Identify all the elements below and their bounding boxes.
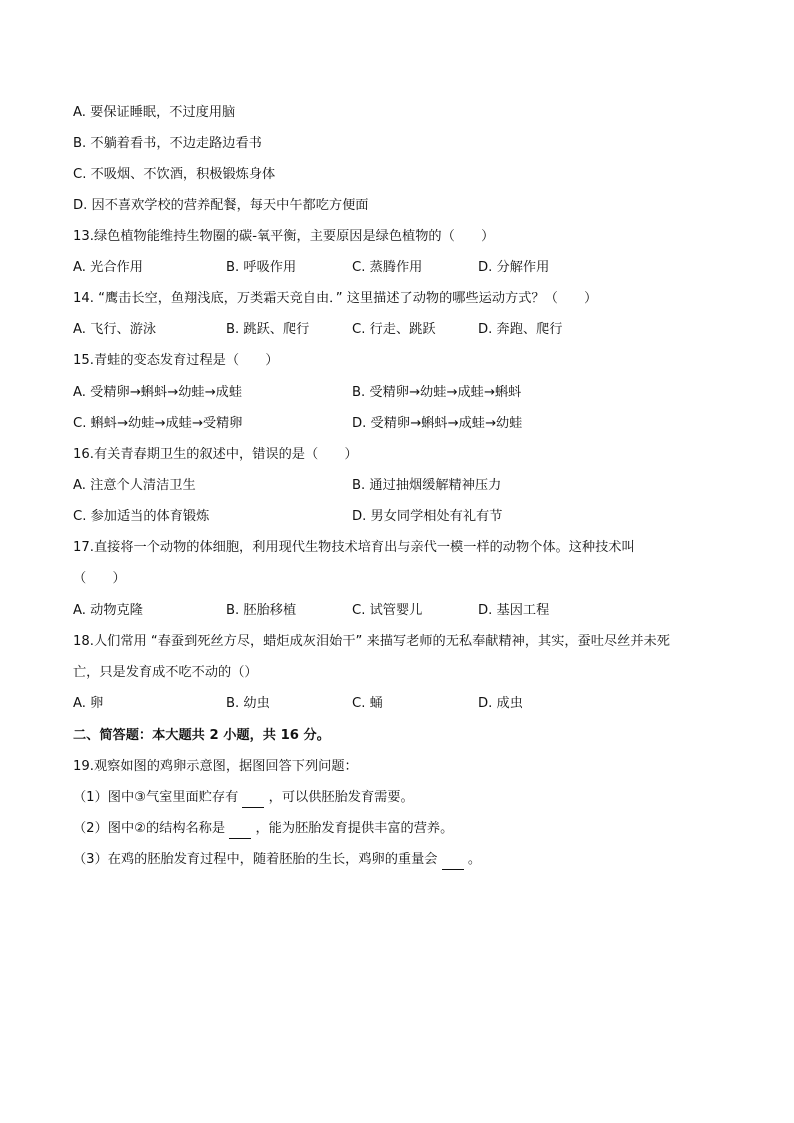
q15-option-a: A. 受精卵→蝌蚪→幼蛙→成蛙: [73, 385, 243, 400]
q15-option-b: B. 受精卵→幼蛙→成蛙→蝌蚪: [352, 385, 522, 400]
q16-stem: 16.有关青春期卫生的叙述中，错误的是（ ）: [73, 447, 358, 462]
q18-option-d: D. 成虫: [478, 696, 523, 711]
q19-sub3-answer-blank[interactable]: [442, 851, 464, 870]
q14-stem: 14. “鹰击长空，鱼翔浅底，万类霜天竞自由．” 这里描述了动物的哪些运动方式？（ ）: [73, 291, 598, 306]
q13-option-a: A. 光合作用: [73, 260, 143, 275]
q15-stem: 15.青蛙的变态发育过程是（ ）: [73, 353, 279, 368]
q16-option-a: A. 注意个人清洁卫生: [73, 478, 196, 493]
q12-option-d: D. 因不喜欢学校的营养配餐，每天中午都吃方便面: [73, 198, 369, 213]
q13-option-c: C. 蒸腾作用: [352, 260, 423, 275]
q19-sub1-text-a: （1）图中③气室里面贮存有: [73, 790, 243, 805]
q19-sub1-text-b: ，可以供胚胎发育需要。: [264, 790, 414, 805]
q18-stem-line1: 18.人们常用 “春蚕到死丝方尽，蜡炬成灰泪始干” 来描写老师的无私奉献精神，其实，蚕吐尽丝并未死: [73, 634, 670, 649]
q18-option-c: C. 蛹: [352, 696, 383, 711]
q19-sub3-text-a: （3）在鸡的胚胎发育过程中，随着胚胎的生长，鸡卵的重量会: [73, 852, 442, 867]
q17-stem-line1: 17.直接将一个动物的体细胞，利用现代生物技术培育出与亲代一模一样的动物个体。这种技术叫: [73, 540, 635, 555]
q12-option-c: C. 不吸烟、不饮酒，积极锻炼身体: [73, 167, 276, 182]
q19-sub2: [73, 820, 453, 839]
q17-stem-line2: （ ）: [73, 571, 126, 586]
q18-option-b: B. 幼虫: [226, 696, 270, 711]
q16-option-c: C. 参加适当的体育锻炼: [73, 509, 210, 524]
q13-stem: 13.绿色植物能维持生物圈的碳-氧平衡，主要原因是绿色植物的（ ）: [73, 229, 495, 244]
q18-option-a: A. 卵: [73, 696, 104, 711]
q12-option-b: B. 不躺着看书，不边走路边看书: [73, 136, 262, 151]
q17-option-b: B. 胚胎移植: [226, 603, 297, 618]
q19-sub3-text-b: 。: [463, 852, 482, 867]
q15-option-c: C. 蝌蚪→幼蛙→成蛙→受精卵: [73, 416, 243, 431]
section-2-heading: 二、简答题：本大题共 2 小题，共 16 分。: [73, 728, 330, 743]
q13-option-d: D. 分解作用: [478, 260, 550, 275]
q12-option-a: A. 要保证睡眠，不过度用脑: [73, 105, 236, 120]
q19-sub1-answer-blank[interactable]: [242, 789, 264, 808]
q19-sub2-text-b: ，能为胚胎发育提供丰富的营养。: [251, 821, 454, 836]
q15-option-d: D. 受精卵→蝌蚪→成蛙→幼蛙: [352, 416, 523, 431]
q17-option-c: C. 试管婴儿: [352, 603, 423, 618]
q14-option-d: D. 奔跑、爬行: [478, 322, 563, 337]
q14-option-c: C. 行走、跳跃: [352, 322, 436, 337]
q19-sub2-answer-blank[interactable]: [229, 820, 251, 839]
q14-option-b: B. 跳跃、爬行: [226, 322, 310, 337]
q18-stem-line2: 亡，只是发育成不吃不动的（）: [73, 665, 258, 680]
q13-option-b: B. 呼吸作用: [226, 260, 297, 275]
q19-sub3: [73, 851, 481, 870]
q17-option-d: D. 基因工程: [478, 603, 550, 618]
q19-sub1: [73, 789, 414, 808]
q16-option-d: D. 男女同学相处有礼有节: [352, 509, 503, 524]
q19-sub2-text-a: （2）图中②的结构名称是: [73, 821, 230, 836]
q14-option-a: A. 飞行、游泳: [73, 322, 157, 337]
q16-option-b: B. 通过抽烟缓解精神压力: [352, 478, 502, 493]
q19-stem: 19.观察如图的鸡卵示意图，据图回答下列问题：: [73, 759, 358, 774]
q17-option-a: A. 动物克隆: [73, 603, 143, 618]
